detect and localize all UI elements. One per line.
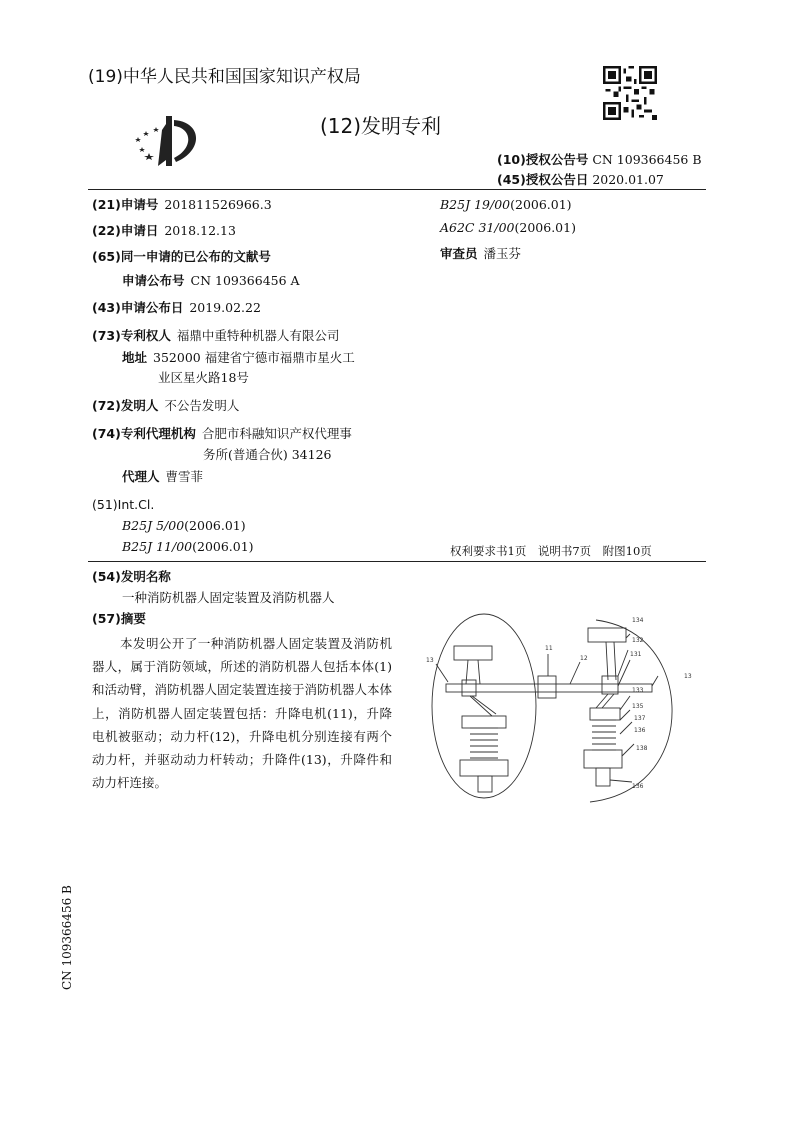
inventor-row — [92, 397, 239, 415]
qr-code — [603, 66, 657, 120]
right-class-code-1: B25J 19/00 — [440, 197, 511, 212]
middle-rule — [88, 561, 706, 562]
int-cl-entry-2 — [122, 538, 254, 556]
label-11: 11 — [545, 645, 553, 652]
application-date-value: 2018.12.13 — [164, 223, 236, 238]
label-131: 131 — [630, 651, 642, 658]
label-137: 137 — [634, 715, 646, 722]
examiner-value: 潘玉芬 — [483, 246, 522, 261]
examiner-label: 审查员 — [440, 246, 478, 261]
agency-label: (74)专利代理机构 — [92, 426, 196, 441]
agent-row — [122, 468, 203, 486]
grant-date-row — [497, 170, 664, 188]
document-type: (12)发明专利 — [320, 114, 442, 138]
grant-date-label: (45)授权公告日 — [497, 172, 589, 187]
label-138: 138 — [636, 745, 648, 752]
abstract-label: (57)摘要 — [92, 611, 146, 626]
prior-publication-row — [92, 248, 271, 266]
abstract-drawing — [420, 610, 706, 810]
publication-date-value: 2019.02.22 — [189, 300, 261, 315]
int-cl-code-1: B25J 5/00 — [122, 518, 185, 533]
int-cl-label: (51)Int.Cl. — [92, 497, 155, 512]
prior-publication-label: (65)同一申请的已公布的文献号 — [92, 249, 271, 264]
address-line-2: 业区星火路18号 — [158, 370, 249, 385]
side-document-number: CN 109366456 B — [60, 885, 74, 990]
int-cl-code-2: B25J 11/00 — [122, 539, 193, 554]
cnipa-logo — [132, 110, 208, 170]
publication-number-label: 申请公布号 — [122, 273, 185, 288]
application-date-row — [92, 222, 236, 240]
label-139: 136 — [632, 783, 644, 790]
invention-title-label: (54)发明名称 — [92, 569, 171, 584]
int-cl-version-2: (2006.01) — [192, 539, 254, 554]
application-number-value: 201811526966.3 — [164, 197, 272, 212]
issuing-office: (19)中华人民共和国国家知识产权局 — [88, 67, 361, 87]
label-133: 133 — [632, 687, 644, 694]
label-13-right: 13 — [684, 673, 692, 680]
label-132: 132 — [632, 637, 644, 644]
label-136: 136 — [634, 727, 646, 734]
invention-title: 一种消防机器人固定装置及消防机器人 — [122, 590, 335, 605]
inventor-label: (72)发明人 — [92, 398, 159, 413]
publication-number-row — [122, 272, 300, 290]
page-count: 权利要求书1页 说明书7页 附图10页 — [450, 544, 652, 558]
address-line-1: 352000 福建省宁德市福鼎市星火工 — [153, 350, 355, 365]
agency-line-2: 务所(普通合伙) 34126 — [203, 447, 332, 462]
abstract-text: 本发明公开了一种消防机器人固定装置及消防机器人，属于消防领域，所述的消防机器人包括本体(1)和活动臂，消防机器人固定装置连接于消防机器人本体上，消防机器人固定装置包括：升降电机(11)，升降电机被驱动；动力杆(12)，升降电机分别连接有两个动力杆，并驱动动力杆转动；升降件(13)，升降件和动力杆连接。 — [92, 636, 393, 791]
label-12: 12 — [580, 655, 588, 662]
grant-number-label: (10)授权公告号 — [497, 152, 589, 167]
publication-number-value: CN 109366456 A — [190, 273, 300, 288]
right-classification-2 — [440, 219, 576, 237]
agency-line-1: 合肥市科融知识产权代理事 — [201, 426, 352, 441]
grant-number-value: CN 109366456 B — [592, 152, 702, 167]
examiner-row — [440, 245, 521, 263]
right-class-code-2: A62C 31/00 — [440, 220, 515, 235]
right-class-version-1: (2006.01) — [510, 197, 572, 212]
patentee-label: (73)专利权人 — [92, 328, 171, 343]
label-13-left: 13 — [426, 657, 434, 664]
header-rule — [88, 189, 706, 190]
agency-row — [92, 425, 352, 443]
publication-date-row — [92, 299, 261, 317]
label-135: 135 — [632, 703, 644, 710]
abstract-body — [92, 632, 392, 794]
int-cl-entry-1 — [122, 517, 246, 535]
address-row — [122, 349, 355, 367]
publication-date-label: (43)申请公布日 — [92, 300, 184, 315]
patentee-row — [92, 327, 339, 345]
patentee-value: 福鼎中重特种机器人有限公司 — [176, 328, 340, 343]
grant-number-row — [497, 150, 702, 168]
label-134: 134 — [632, 617, 644, 624]
right-class-version-2: (2006.01) — [514, 220, 576, 235]
agent-label: 代理人 — [122, 469, 160, 484]
int-cl-version-1: (2006.01) — [184, 518, 246, 533]
address-label: 地址 — [122, 350, 148, 365]
application-number-row — [92, 196, 272, 214]
agent-value: 曹雪菲 — [165, 469, 204, 484]
application-date-label: (22)申请日 — [92, 223, 159, 238]
grant-date-value: 2020.01.07 — [592, 172, 664, 187]
right-classification-1 — [440, 196, 572, 214]
application-number-label: (21)申请号 — [92, 197, 159, 212]
inventor-value: 不公告发明人 — [164, 398, 240, 413]
